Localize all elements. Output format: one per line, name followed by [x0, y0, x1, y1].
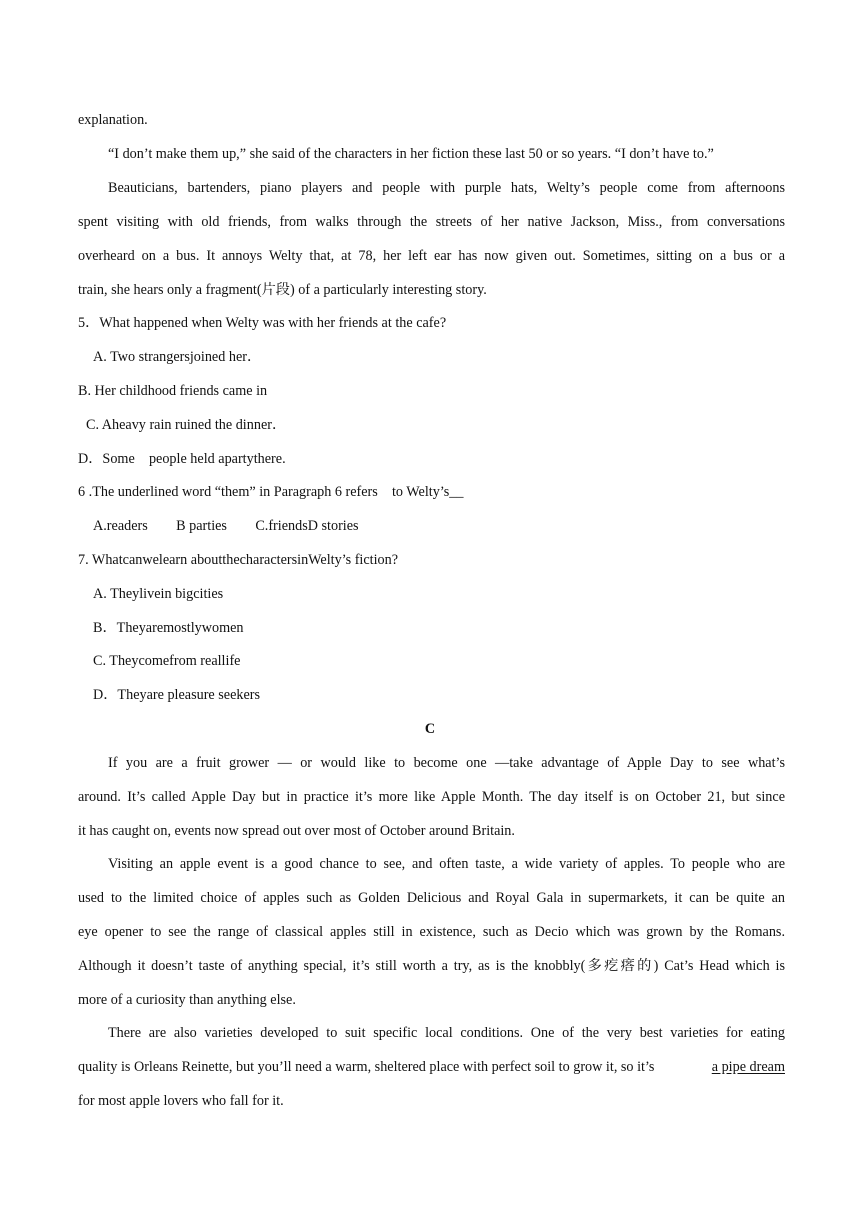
paragraph-line: Visiting an apple event is a good chance to see, and often taste, a wide variety of apples. To people who are: [108, 856, 785, 872]
quote-line: “I don’t make them up,” she said of the characters in her fiction these last 50 or so years. “I don’t have to.”: [108, 146, 714, 162]
paragraph-line: more of a curiosity than anything else.: [78, 992, 296, 1008]
paragraph-line: There are also varieties developed to suit specific local conditions. One of the very best varieties for eating: [108, 1025, 785, 1041]
question-7: 7. Whatcanwelearn aboutthecharactersinWelty’s fiction?: [78, 552, 399, 568]
paragraph-line: train, she hears only a fragment(片段) of a particularly interesting story.: [78, 282, 487, 298]
option-7b: B．Theyaremostlywomen: [93, 620, 244, 636]
option-5b: B. Her childhood friends came in: [78, 383, 268, 399]
underlined-phrase: a pipe dream: [711, 1059, 785, 1075]
paragraph-text: quality is Orleans Reinette, but you’ll need a warm, sheltered place with perfect soil to grow it, so it’s: [78, 1059, 655, 1075]
options-6: A.readers B parties C.friendsD stories: [93, 518, 359, 534]
paragraph-end-line: explanation.: [78, 112, 148, 128]
option-7c: C. Theycomefrom reallife: [93, 653, 241, 669]
paragraph-line: If you are a fruit grower — or would like to become one —take advantage of Apple Day to see what’s: [108, 755, 785, 771]
option-5a: A. Two strangersjoined her．: [93, 349, 262, 365]
paragraph-line: [78, 1058, 785, 1076]
section-heading: C: [424, 721, 436, 737]
paragraph-line: Although it doesn’t taste of anything special, it’s still worth a try, as is the knobbly(多疙瘩的) Cat’s Head which is: [78, 958, 785, 974]
paragraph-line: used to the limited choice of apples such as Golden Delicious and Royal Gala in supermarkets, it can be quite an: [78, 890, 785, 906]
paragraph-line: eye opener to see the range of classical apples still in existence, such as Decio which was grown by the Romans.: [78, 924, 785, 940]
paragraph-line: it has caught on, events now spread out over most of October around Britain.: [78, 823, 515, 839]
paragraph-line: Beauticians, bartenders, piano players and people with purple hats, Welty’s people come from afternoons: [108, 180, 785, 196]
question-6: 6 .The underlined word “them” in Paragraph 6 refers to Welty’s__: [78, 484, 464, 500]
option-5d: D．Some people held apartythere.: [78, 451, 286, 467]
question-5: 5．What happened when Welty was with her friends at the cafe?: [78, 315, 447, 331]
option-5c: C. Aheavy rain ruined the dinner．: [86, 417, 287, 433]
option-7d: D．Theyare pleasure seekers: [93, 687, 261, 703]
paragraph-line: overheard on a bus. It annoys Welty that, at 78, her left ear has now given out. Sometimes, sitting on a bus or a: [78, 248, 785, 264]
paragraph-line: for most apple lovers who fall for it.: [78, 1093, 284, 1109]
paragraph-line: spent visiting with old friends, from walks through the streets of her native Jackson, Miss., from conversations: [78, 214, 785, 230]
option-7a: A. Theylivein bigcities: [93, 586, 224, 602]
paragraph-line: around. It’s called Apple Day but in practice it’s more like Apple Month. The day itself is on October 21, but since: [78, 789, 785, 805]
